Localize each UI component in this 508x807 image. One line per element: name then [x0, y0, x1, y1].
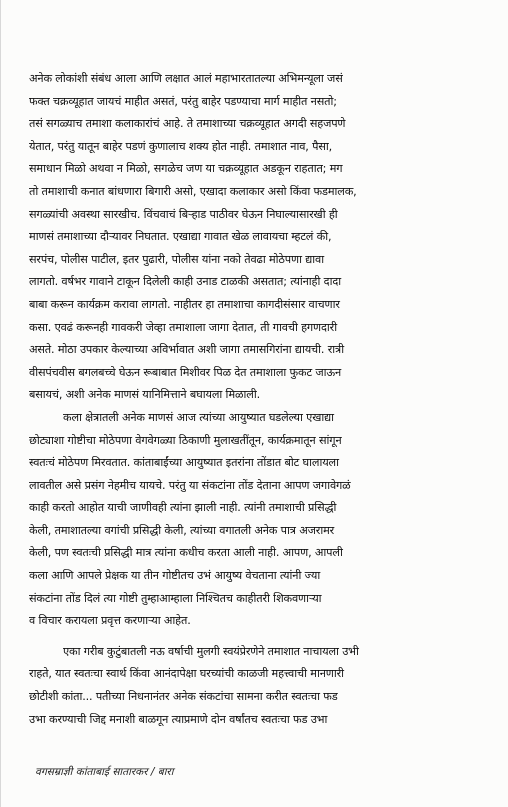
text-line: काही करतो आहोत याची जाणीवही त्यांना झाली नाही. त्यांनी तमाशाची प्रसिद्धी	[29, 501, 337, 515]
text-line: वीसपंचवीस बगलबच्चे घेऊन रूबाबात मिशीवर पिळ देत तमाशाला फुकट जाऊन	[29, 365, 342, 379]
text-line: सगळ्यांची अवस्था सारखीच. विंचवाचं बिऱ्हाड पाठीवर घेऊन निघाल्यासारखी ही	[29, 207, 338, 221]
paragraph-3	[29, 641, 489, 731]
text-line: केली, तमाशातल्या वगांची प्रसिद्धी केली, त्यांच्या वगातली अनेक पात्र अजरामर	[29, 523, 335, 537]
text-line: एका गरीब कुटुंबातली नऊ वर्षाची मुलगी स्वयंप्रेरणेने तमाशात नाचायला उभी	[63, 644, 359, 658]
text-line: कला आणि आपले प्रेक्षक या तीन गोष्टीतच उभं आयुष्य वेचताना त्यांनी ज्या	[29, 569, 321, 583]
text-line: समाधान मिळो अथवा न मिळो, सगळेच जण या चक्रव्यूहात अडकून राहतात; मग	[29, 162, 343, 176]
page-footer: वगसम्राज्ञी कांताबाई सातारकर / बारा	[35, 766, 174, 778]
text-line: फक्त चक्रव्यूहात जायचं माहीत असतं, परंतु बाहेर पडण्याचा मार्ग माहीत नसतो;	[29, 94, 337, 108]
text-line: छोटीशी कांता... पतीच्या निधनानंतर अनेक संकटांचा सामना करीत स्वतःचा फड	[29, 690, 338, 704]
paragraph-2	[29, 407, 489, 633]
text-line: कसा. एवढं करूनही गावकरी जेव्हा तमाशाला जागा देतात, ती गावची हगणदारी	[29, 320, 337, 334]
text-line: लावतील असे प्रसंग नेहमीच यायचे. परंतु या संकटांना तोंड देताना आपण जगावेगळं	[29, 478, 351, 492]
text-line: राहते, यात स्वतःचा स्वार्थ किंवा आनंदापेक्षा घरच्यांची काळजी महत्त्वाची मानणारी	[29, 667, 344, 681]
text-line: केली, पण स्वतःची प्रसिद्धी मात्र त्यांना कधीच करता आली नाही. आपण, आपली	[29, 546, 343, 560]
text-line: बाबा करून कार्यक्रम करावा लागतो. नाहीतर हा तमाशाचा कागदीसंसार वाचणार	[29, 297, 340, 311]
paragraph-1	[29, 68, 489, 407]
body-text	[29, 68, 489, 731]
text-line: लागतो. वर्षभर गावाने टाकून दिलेली काही उनाड टाळकी असतात; त्यांनाही दादा	[29, 275, 342, 289]
text-line: तो तमाशाची कनात बांधणारा बिगारी असो, एखादा कलाकार असो किंवा फडमालक,	[29, 184, 357, 198]
paragraph-spacer	[29, 633, 489, 641]
text-line: छोट्याशा गोष्टीचा मोठेपणा वेगवेगळ्या ठिकाणी मुलाखतींतून, कार्यक्रमातून सांगून	[29, 433, 342, 447]
text-line: व विचार करायला प्रवृत्त करणाऱ्या आहेत.	[29, 614, 191, 628]
text-line: उभा करण्याची जिद्द मनाशी बाळगून त्याप्रमाणे दोन वर्षांतच स्वतःचा फड उभा	[29, 712, 328, 726]
text-line: असते. मोठा उपकार केल्याच्या अविर्भावात अशी जागा तमासगिरांना द्यायची. रात्री	[29, 343, 344, 357]
text-line: कला क्षेत्रातली अनेक माणसं आज त्यांच्या आयुष्यात घडलेल्या एखाद्या	[63, 410, 334, 424]
text-line: अनेक लोकांशी संबंध आला आणि लक्षात आलं महाभारतातल्या अभिमन्यूला जसं	[29, 72, 343, 85]
text-line: बसायचं, अशी अनेक माणसं यानिमित्ताने बघायला मिळाली.	[29, 388, 260, 402]
text-line: सरपंच, पोलीस पाटील, इतर पुढारी, पोलीस यांना नको तेवढा मोठेपणा द्यावा	[29, 252, 324, 266]
text-line: तसं सगळ्याच तमाशा कलाकारांचं आहे. ते तमाशाच्या चक्रव्यूहात अगदी सहजपणे	[29, 117, 346, 131]
text-line: येतात, परंतु यातून बाहेर पडणं कुणालाच शक्य होत नाही. तमाशात नाव, पैसा,	[29, 139, 333, 153]
text-line: स्वतःचं मोठेपण मिरवतात. कांताबाईंच्या आयुष्यात इतरांना तोंडात बोट घालायला	[29, 456, 339, 470]
text-line: माणसं तमाशाच्या दौऱ्यावर निघतात. एखाद्या गावात खेळ लावायचा म्हटलं की,	[29, 230, 332, 244]
text-line: संकटांना तोंड दिलं त्या गोष्टी तुम्हाआम्हाला निश्चितच काहीतरी शिकवणाऱ्या	[29, 591, 322, 605]
